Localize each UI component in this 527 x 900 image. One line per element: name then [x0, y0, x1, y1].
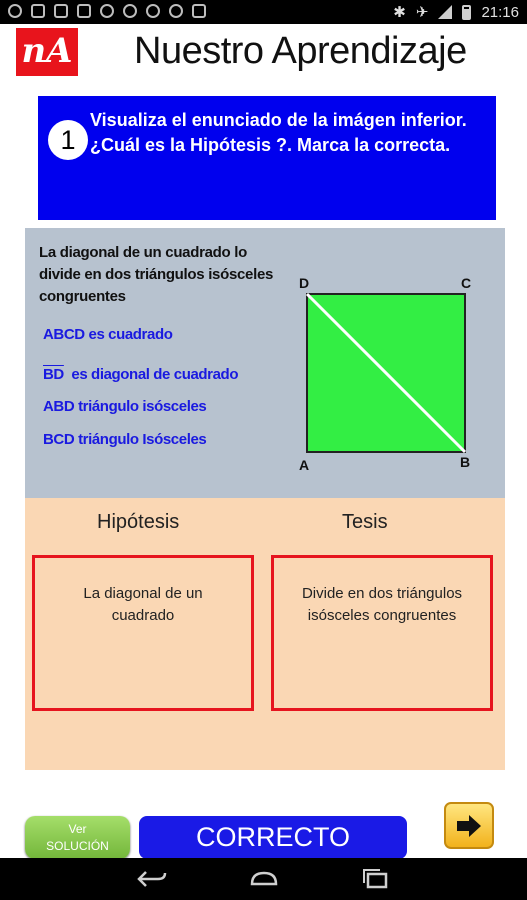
vertex-label-a: A [299, 457, 310, 473]
email-notification-icon [54, 4, 68, 18]
clock: 21:16 [481, 3, 519, 21]
thesis-heading: Tesis [342, 511, 388, 533]
result-indicator: CORRECTO [139, 816, 407, 859]
answer-area [25, 498, 505, 770]
given-bd-diagonal [43, 366, 238, 383]
navigation-bar [0, 858, 527, 900]
ver-label: Ver [68, 822, 87, 836]
given-abcd-square: ABCD es cuadrado [43, 326, 173, 343]
app-notification-icon [123, 4, 137, 18]
home-icon[interactable] [248, 868, 280, 890]
app-title: Nuestro Aprendizaje [134, 30, 467, 72]
square-diagram [295, 274, 495, 474]
battery-icon [462, 5, 471, 20]
segment-bd: $\overline{BD}$ [43, 366, 64, 383]
next-button[interactable] [444, 802, 494, 849]
status-bar [0, 0, 527, 24]
app-notification-icon-2 [146, 4, 160, 18]
given-bcd-triangle: BCD triángulo Isósceles [43, 431, 207, 448]
solucion-label: SOLUCIÓN [46, 839, 109, 853]
hypothesis-option[interactable] [32, 555, 254, 711]
arrow-right-icon [455, 813, 483, 839]
question-number: 1 [48, 120, 88, 160]
app-notification-icon-3 [169, 4, 183, 18]
theorem-statement: La diagonal de un cuadrado lo divide en dos triángulos isósceles congruentes [39, 244, 274, 305]
thesis-option-text: Divide en dos triángulos isósceles congruentes [301, 585, 463, 624]
hypothesis-option-text: La diagonal de un cuadrado [83, 585, 203, 624]
bd-description: es diagonal de cuadrado [63, 366, 239, 383]
question-box [38, 96, 496, 220]
hypothesis-heading: Hipótesis [97, 511, 180, 533]
given-abd-triangle: ABD triángulo isósceles [43, 398, 207, 415]
ver-solucion-button[interactable] [25, 816, 130, 859]
image-notification-icon [31, 4, 45, 18]
question-text: Visualiza el enunciado de la imágen inferior.¿Cuál es la Hipótesis ?. Marca la correcta. [90, 110, 467, 155]
vertex-label-d: D [299, 275, 310, 291]
notification-icons [8, 4, 206, 18]
store-notification-icon [77, 4, 91, 18]
vertex-label-c: C [461, 275, 472, 291]
vertex-label-b: B [460, 454, 471, 470]
thesis-option[interactable] [271, 555, 493, 711]
download-notification-icon [192, 4, 206, 18]
app-logo: nA [16, 28, 78, 76]
signal-icon [438, 5, 452, 19]
notification-icon [8, 4, 22, 18]
bluetooth-icon: ✱ [393, 4, 406, 21]
sync-notification-icon [100, 4, 114, 18]
back-icon[interactable] [136, 868, 168, 890]
airplane-mode-icon: ✈ [415, 4, 429, 21]
statement-image-panel [25, 228, 505, 498]
recent-apps-icon[interactable] [360, 868, 392, 890]
